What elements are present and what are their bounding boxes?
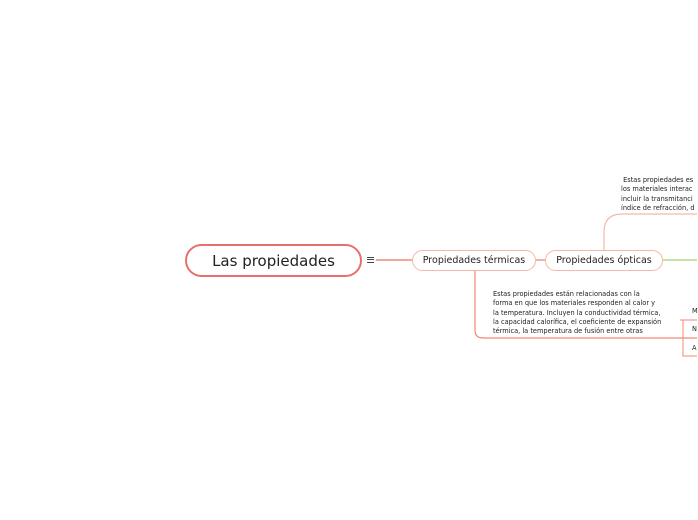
note-thermal[interactable]: Estas propiedades están relacionadas con la forma en que los materiales responden al calor y la temperatura. Incluyen la conductividad térmica, la capacidad calorífica, el coeficiente de expansión térmica, la temperatura de fusión entre otras	[493, 290, 662, 336]
note-optical[interactable]: Estas propiedades es los materiales interac incluir la transmitanci índice de refracción, d	[621, 176, 695, 212]
clipped-label[interactable]: N	[692, 325, 697, 333]
connector-optical-note	[604, 214, 697, 250]
topic-label: Propiedades térmicas	[422, 255, 526, 266]
root-label: Las propiedades	[212, 251, 335, 270]
clipped-label[interactable]: M	[692, 307, 698, 315]
topic-propiedades-opticas[interactable]	[545, 250, 663, 271]
clipped-label[interactable]: A	[692, 344, 697, 352]
root-node[interactable]	[185, 244, 362, 277]
topic-propiedades-termicas[interactable]	[412, 250, 536, 271]
topic-label: Propiedades ópticas	[556, 255, 652, 266]
menu-icon[interactable]	[366, 255, 375, 264]
